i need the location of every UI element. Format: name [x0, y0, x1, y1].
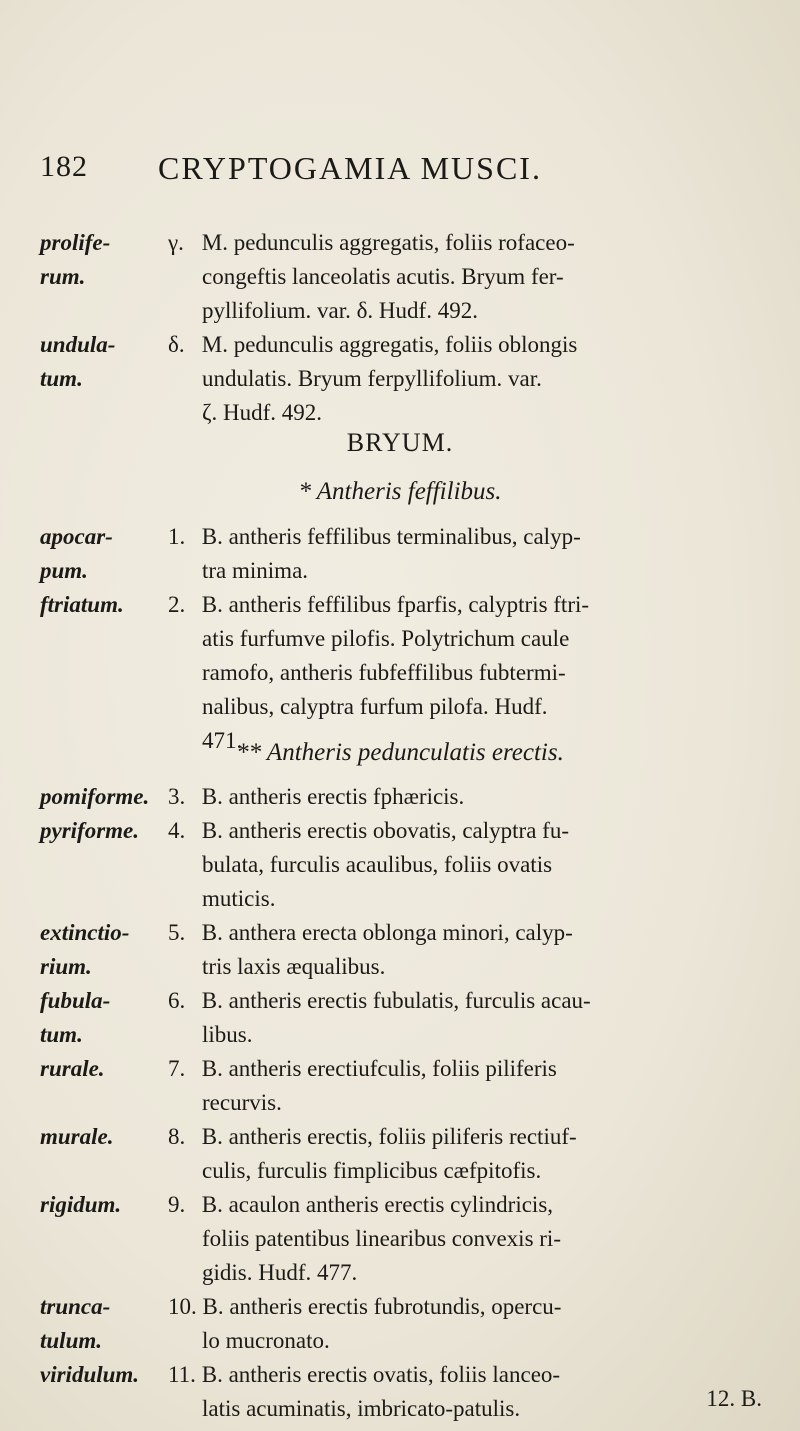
entry-number: 6. — [168, 988, 186, 1013]
species-name-line: pomiforme. — [40, 784, 150, 809]
species-description — [168, 916, 760, 984]
species-description — [168, 814, 760, 916]
description-line — [168, 1392, 760, 1426]
description-line — [168, 882, 760, 916]
species-entry — [40, 588, 760, 758]
description-line — [168, 1052, 760, 1086]
species-name-line: pyriforme. — [40, 818, 140, 843]
species-name — [40, 984, 152, 1052]
species-name-line: tum. — [40, 1022, 83, 1047]
description-text: culis, furculis fimplicibus cæfpitofis. — [202, 1158, 542, 1183]
species-name — [40, 1290, 152, 1358]
description-text: latis acuminatis, imbricato-patulis. — [202, 1396, 521, 1421]
species-description — [168, 588, 760, 758]
species-name — [40, 1358, 152, 1392]
species-name — [40, 226, 152, 294]
page-number: 182 — [40, 150, 88, 183]
description-text: foliis patentibus linearibus convexis ri- — [202, 1226, 561, 1251]
description-line — [168, 1256, 760, 1290]
description-text: B. antheris feffilibus terminalibus, calyp- — [201, 524, 581, 549]
description-line — [168, 916, 760, 950]
description-text: nalibus, calyptra furfum pilofa. Hudf. — [202, 694, 548, 719]
species-name — [40, 1052, 152, 1086]
description-line — [168, 294, 760, 328]
species-entry — [40, 1358, 760, 1426]
species-entry — [40, 1120, 760, 1188]
description-line — [168, 814, 760, 848]
species-description — [168, 780, 760, 814]
description-line — [168, 984, 760, 1018]
species-entry — [40, 328, 760, 430]
species-description — [168, 1120, 760, 1188]
entry-number: 8. — [168, 1124, 186, 1149]
description-line — [168, 260, 760, 294]
description-line — [168, 520, 760, 554]
entries-varieties — [40, 226, 760, 430]
description-text: tra minima. — [202, 558, 309, 583]
species-description — [168, 1188, 760, 1290]
description-text: gidis. Hudf. 477. — [202, 1260, 358, 1285]
entries-pedunculate — [40, 780, 760, 1426]
species-name — [40, 328, 152, 396]
section-title: BRYUM. — [346, 428, 454, 457]
species-name — [40, 814, 152, 848]
description-line — [168, 328, 760, 362]
species-name — [40, 588, 152, 622]
species-name-line: tulum. — [40, 1328, 103, 1353]
species-name-line: fubula- — [40, 988, 111, 1013]
species-description — [168, 1358, 760, 1426]
description-text: tris laxis æqualibus. — [202, 954, 386, 979]
species-entry — [40, 984, 760, 1052]
species-name — [40, 916, 152, 984]
subsection-pedunculate: ** Antheris pedunculatis erectis. — [236, 739, 564, 766]
description-text: bulata, furculis acaulibus, foliis ovatis — [202, 852, 553, 877]
description-line — [168, 1154, 760, 1188]
species-name-line: rum. — [40, 264, 86, 289]
description-text: 471. — [202, 728, 243, 753]
description-line — [168, 1018, 760, 1052]
description-text: muticis. — [202, 886, 276, 911]
species-entry — [40, 226, 760, 328]
description-text: B. antheris erectis fubulatis, furculis acau- — [201, 988, 591, 1013]
species-name-line: prolife- — [40, 230, 111, 255]
species-name — [40, 1188, 152, 1222]
catchword: 12. B. — [706, 1386, 762, 1411]
description-text: ramofo, antheris fubfeffilibus fubtermi- — [202, 660, 566, 685]
description-line — [168, 1120, 760, 1154]
species-description — [168, 520, 760, 588]
entry-number: 10. — [168, 1294, 197, 1319]
description-line — [168, 396, 760, 430]
description-text: M. pedunculis aggregatis, foliis rofaceo- — [201, 230, 575, 255]
description-line — [168, 848, 760, 882]
species-entry — [40, 780, 760, 814]
species-name-line: viridulum. — [40, 1362, 140, 1387]
species-name — [40, 780, 152, 814]
description-text: undulatis. Bryum ferpyllifolium. var. — [202, 366, 542, 391]
species-name-line: ftriatum. — [40, 592, 124, 617]
species-description — [168, 1052, 760, 1120]
description-text: B. anthera erecta oblonga minori, calyp- — [201, 920, 573, 945]
description-line — [168, 780, 760, 814]
running-title: CRYPTOGAMIA MUSCI. — [158, 150, 542, 186]
species-description — [168, 226, 760, 328]
description-text: B. antheris erectis ovatis, foliis lanceo- — [201, 1362, 561, 1387]
description-line — [168, 554, 760, 588]
description-text: B. antheris erectiufculis, foliis piliferis — [201, 1056, 557, 1081]
description-text: libus. — [202, 1022, 253, 1047]
description-text: congeftis lanceolatis acutis. Bryum fer- — [202, 264, 564, 289]
description-text: M. pedunculis aggregatis, foliis oblongis — [201, 332, 578, 357]
species-description — [168, 984, 760, 1052]
species-name — [40, 1120, 152, 1154]
subsection-sessile: * Antheris feffilibus. — [298, 478, 502, 505]
description-line — [168, 950, 760, 984]
description-line — [168, 622, 760, 656]
description-line — [168, 588, 760, 622]
species-name-line: rigidum. — [40, 1192, 122, 1217]
species-entry — [40, 1290, 760, 1358]
description-text: B. acaulon antheris erectis cylindricis, — [201, 1192, 554, 1217]
entry-number: 4. — [168, 818, 186, 843]
description-text: B. antheris erectis fubrotundis, opercu- — [202, 1294, 562, 1319]
description-line — [168, 1358, 760, 1392]
species-entry — [40, 814, 760, 916]
species-description — [168, 328, 760, 430]
description-line — [168, 1188, 760, 1222]
entry-number: γ. — [168, 230, 184, 255]
description-line — [168, 226, 760, 260]
species-name-line: trunca- — [40, 1294, 111, 1319]
page-header — [40, 150, 740, 190]
species-name-line: apocar- — [40, 524, 113, 549]
description-line — [168, 1222, 760, 1256]
species-entry — [40, 520, 760, 588]
entry-number: 3. — [168, 784, 186, 809]
description-line — [168, 1290, 760, 1324]
species-name-line: undula- — [40, 332, 116, 357]
entry-number: 5. — [168, 920, 186, 945]
species-entry — [40, 1052, 760, 1120]
description-text: B. antheris feffilibus fparfis, calyptris ftri- — [201, 592, 590, 617]
description-text: lo mucronato. — [202, 1328, 330, 1353]
entry-number: 7. — [168, 1056, 186, 1081]
species-entry — [40, 1188, 760, 1290]
species-name-line: pum. — [40, 558, 88, 583]
species-name-line: tum. — [40, 366, 83, 391]
description-text: pyllifolium. var. δ. Hudf. 492. — [202, 298, 478, 323]
species-name-line: murale. — [40, 1124, 114, 1149]
entry-number: 9. — [168, 1192, 186, 1217]
entry-number: 2. — [168, 592, 186, 617]
entry-number: 11. — [168, 1362, 196, 1387]
description-line — [168, 656, 760, 690]
species-name — [40, 520, 152, 588]
description-line — [168, 1324, 760, 1358]
description-text: B. antheris erectis obovatis, calyptra fu- — [201, 818, 569, 843]
description-text: B. antheris erectis fphæricis. — [201, 784, 465, 809]
description-line — [168, 690, 760, 724]
description-text: atis furfumve pilofis. Polytrichum caule — [202, 626, 570, 651]
entry-number: δ. — [168, 332, 185, 357]
description-text: recurvis. — [202, 1090, 282, 1115]
species-name-line: rium. — [40, 954, 92, 979]
description-line — [168, 1086, 760, 1120]
description-text: ζ. Hudf. 492. — [202, 400, 323, 425]
species-name-line: rurale. — [40, 1056, 105, 1081]
entries-sessile — [40, 520, 760, 758]
entry-number: 1. — [168, 524, 186, 549]
species-name-line: extinctio- — [40, 920, 130, 945]
species-entry — [40, 916, 760, 984]
description-line — [168, 362, 760, 396]
species-description — [168, 1290, 760, 1358]
description-text: B. antheris erectis, foliis piliferis rectiuf- — [201, 1124, 577, 1149]
